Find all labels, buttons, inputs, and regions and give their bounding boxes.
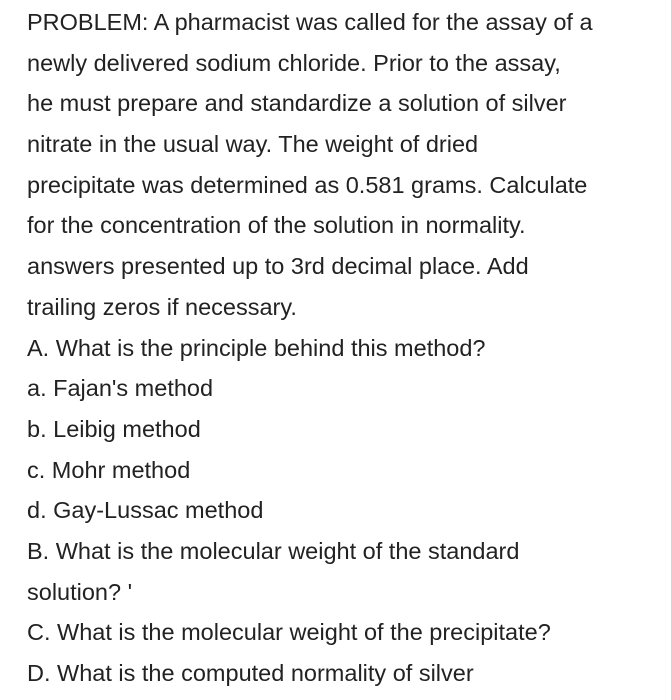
option-b: b. Leibig method [27, 415, 201, 442]
problem-line: newly delivered sodium chloride. Prior to the assay, [27, 49, 561, 76]
problem-line: trailing zeros if necessary. [27, 293, 297, 320]
problem-line: PROBLEM: A pharmacist was called for the assay of a [27, 9, 593, 35]
question-c: C. What is the molecular weight of the precipitate? [27, 619, 551, 646]
question-a: A. What is the principle behind this method? [27, 334, 486, 361]
question-d: D. What is the computed normality of silver [27, 660, 474, 686]
problem-line: for the concentration of the solution in normality. [27, 212, 526, 239]
problem-line: nitrate in the usual way. The weight of dried [27, 131, 479, 158]
question-b: B. What is the molecular weight of the standard [27, 537, 520, 564]
option-d: d. Gay-Lussac method [27, 497, 264, 524]
problem-line: answers presented up to 3rd decimal place. Add [27, 253, 529, 280]
question-b-cont: solution? ' [27, 578, 133, 605]
problem-line: he must prepare and standardize a solution of silver [27, 90, 567, 117]
option-c: c. Mohr method [27, 456, 191, 483]
problem-line: precipitate was determined as 0.581 grams. Calculate [27, 171, 588, 198]
problem-text [27, 2, 661, 694]
option-a: a. Fajan's method [27, 375, 214, 402]
